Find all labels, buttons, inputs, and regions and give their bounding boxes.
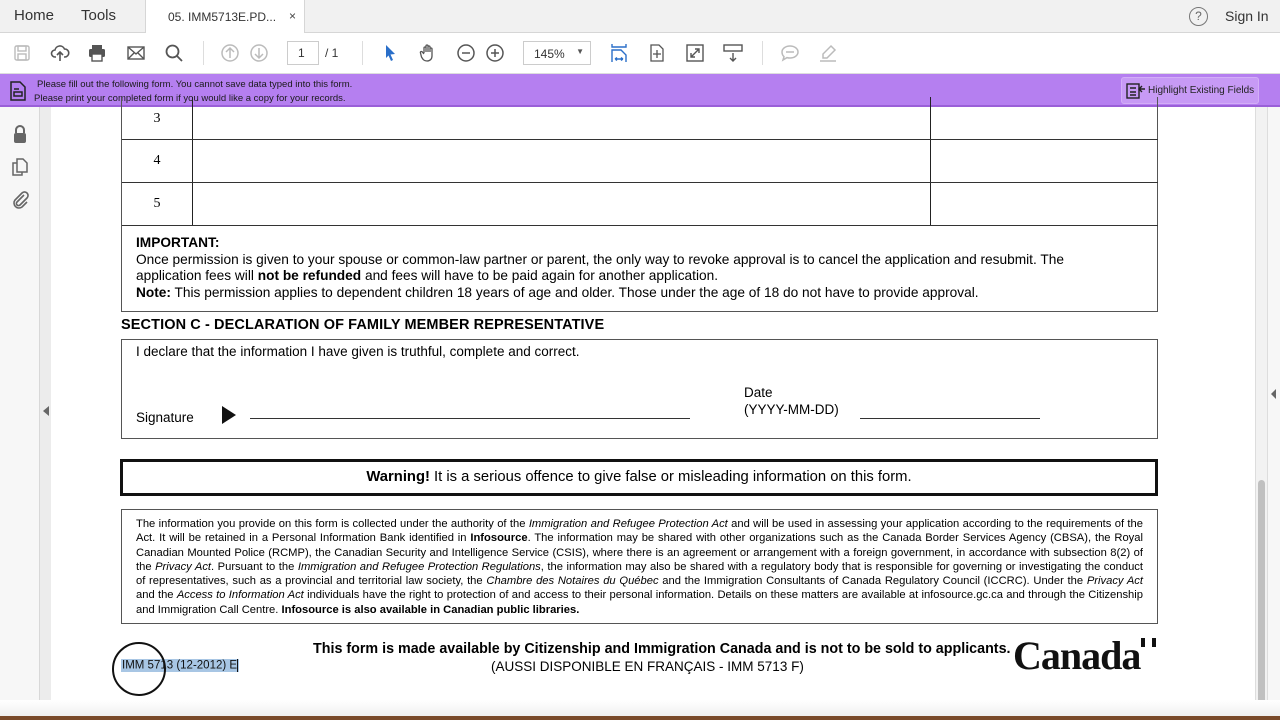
privacy-text: and the Immigration Consultants of Canada Regulatory Council (ICCRC). Under the [658, 575, 1087, 588]
zoom-level-value: 145% [534, 47, 565, 61]
privacy-act-name: Immigration and Refugee Protection Act [528, 518, 728, 530]
scroll-mode-icon[interactable] [722, 42, 744, 64]
name-field[interactable] [193, 183, 931, 225]
sign-in-button[interactable]: Sign In [1225, 8, 1269, 24]
form-document-icon [10, 81, 26, 101]
canada-wordmark-logo: Canada [1013, 633, 1141, 678]
date-format-hint: (YYYY-MM-DD) [744, 402, 839, 417]
pdf-page [51, 107, 1255, 716]
signature-line [250, 418, 690, 419]
document-tab[interactable] [145, 0, 305, 34]
collapse-left-panel-icon[interactable] [43, 406, 49, 416]
lock-icon[interactable] [10, 124, 30, 144]
document-tab-label: 05. IMM5713E.PD... [168, 10, 277, 24]
privacy-act-name: Privacy Act [1086, 575, 1143, 588]
left-navigation-rail [0, 107, 40, 716]
next-page-icon[interactable] [248, 42, 270, 64]
save-icon[interactable] [11, 42, 33, 64]
mouse-click-indicator [112, 642, 166, 696]
table-row [122, 97, 1158, 140]
warning-label: Warning! [366, 469, 430, 485]
important-line1: Once permission is given to your spouse or common-law partner or parent, the only way to revoke approval is to cancel the application and resubmit. The [136, 251, 1064, 267]
form-code: IMM 5713 (12-2012) E [122, 659, 238, 672]
privacy-text: . The information may be shared with other organizations such as the Canada Border Services Agency (CBSA), the Royal Canadian Mounted Police (RCMP), the Canadian Security and Intelligence Service (CSIS), where there is an agreement or arrangement with a foreign government, in accordance with subsection 8(2) of the [136, 532, 1143, 573]
upload-cloud-icon[interactable] [49, 42, 71, 64]
highlight-pen-icon[interactable] [817, 42, 839, 64]
name-field[interactable] [193, 140, 931, 182]
privacy-act-name: Privacy Act [155, 560, 212, 573]
privacy-emphasis: Infosource [470, 532, 528, 545]
date-label-text: Date [744, 385, 773, 400]
important-line2 [136, 268, 1157, 285]
home-tab[interactable]: Home [14, 7, 55, 24]
banner-message-line2: Please print your completed form if you would like a copy for your records. [34, 93, 346, 104]
declaration-text: I declare that the information I have given is truthful, complete and correct. [136, 344, 580, 359]
signature-label: Signature [136, 410, 194, 425]
copy-pages-icon[interactable] [10, 157, 30, 177]
toolbar-divider [203, 41, 204, 65]
help-icon[interactable]: ? [1189, 7, 1208, 26]
page-number-input[interactable]: 1 [287, 41, 319, 65]
privacy-act-name: Chambre des Notaires du Québec [486, 575, 659, 588]
email-icon[interactable] [125, 42, 147, 64]
text-cursor [237, 659, 238, 672]
important-text: and fees will have to be paid again for another application. [361, 268, 719, 283]
footer-availability-notice: This form is made available by Citizenship and Immigration Canada and is not to be sold to applicants. [313, 641, 1011, 657]
privacy-act-name: Access to Information Act [176, 589, 304, 602]
comment-icon[interactable] [779, 42, 801, 64]
signature-arrow-icon [222, 406, 236, 424]
warning-box [120, 459, 1158, 496]
family-member-table [121, 97, 1158, 226]
footer-french-notice: (AUSSI DISPONIBLE EN FRANÇAIS - IMM 5713 F) [491, 659, 804, 674]
close-tab-icon[interactable]: × [289, 9, 297, 23]
chevron-down-icon: ▼ [576, 47, 584, 56]
privacy-emphasis: Infosource is also available in Canadian public libraries. [281, 603, 580, 616]
privacy-text: and will be used in assessing your application according to the requirements of the Act. It will be retained in a Personal Information Bank identified in [136, 518, 1143, 545]
fit-width-icon[interactable] [608, 42, 630, 64]
declaration-box [121, 339, 1158, 439]
window-bottom-edge [0, 700, 1280, 716]
date-line [860, 418, 1040, 419]
note-text: This permission applies to dependent children 18 years of age and older. Those under the age of 18 do not have to provide approval. [170, 284, 979, 300]
date-label [744, 384, 839, 418]
privacy-text: The information you provide on this form is collected under the authority of the [136, 518, 529, 530]
top-tab-bar [0, 0, 1280, 33]
important-notice [121, 226, 1158, 312]
select-cursor-icon[interactable] [379, 42, 401, 64]
row-number: 3 [122, 97, 193, 139]
toolbar-divider [762, 41, 763, 65]
privacy-notice [121, 509, 1158, 624]
important-note [136, 285, 1157, 302]
note-label: Note: [136, 284, 171, 300]
highlight-fields-label: Highlight Existing Fields [1148, 85, 1255, 96]
zoom-out-icon[interactable] [455, 42, 477, 64]
search-icon[interactable] [163, 42, 185, 64]
tools-tab[interactable]: Tools [81, 7, 117, 24]
right-panel-rail [1267, 107, 1280, 716]
toolbar-divider [362, 41, 363, 65]
privacy-text: . Pursuant to the [211, 560, 298, 573]
prev-page-icon[interactable] [219, 42, 241, 64]
row-number: 4 [122, 140, 193, 182]
privacy-text: and the [136, 589, 177, 602]
fit-page-icon[interactable] [646, 42, 668, 64]
table-row [122, 183, 1158, 226]
page-total: / 1 [325, 46, 339, 60]
table-row [122, 140, 1158, 183]
expand-right-panel-icon[interactable] [1271, 389, 1276, 399]
print-icon[interactable] [86, 42, 108, 64]
warning-text: It is a serious offence to give false or misleading information on this form. [429, 469, 912, 485]
scrollbar-thumb[interactable] [1258, 480, 1265, 710]
important-emphasis: not be refunded [257, 268, 362, 283]
canada-flag-icon [1141, 638, 1156, 647]
section-c-title: SECTION C - DECLARATION OF FAMILY MEMBER REPRESENTATIVE [121, 317, 605, 333]
privacy-act-name: Immigration and Refugee Protection Regulations [297, 560, 541, 573]
zoom-in-icon[interactable] [484, 42, 506, 64]
banner-message-line1: Please fill out the following form. You cannot save data typed into this form. [37, 79, 353, 90]
privacy-text: individuals have the right to protection of and access to their personal information. Details on these matters are available at infosource.gc.ca and through the Citizenship and Immigration Call Centre. [136, 589, 1143, 616]
main-toolbar [0, 33, 1280, 74]
zoom-level-select[interactable] [523, 41, 591, 65]
row-number: 5 [122, 183, 193, 225]
important-text: application fees will [136, 268, 258, 283]
privacy-text: , the information may also be shared with a regulatory body that is responsible for governing or investigating the conduct of representatives, such as a provincial and territorial law society, the [136, 560, 1143, 588]
full-screen-icon[interactable] [684, 42, 706, 64]
attachment-icon[interactable] [10, 189, 30, 209]
hand-icon[interactable] [417, 42, 439, 64]
important-heading: IMPORTANT: [136, 235, 220, 250]
name-field[interactable] [193, 97, 931, 139]
